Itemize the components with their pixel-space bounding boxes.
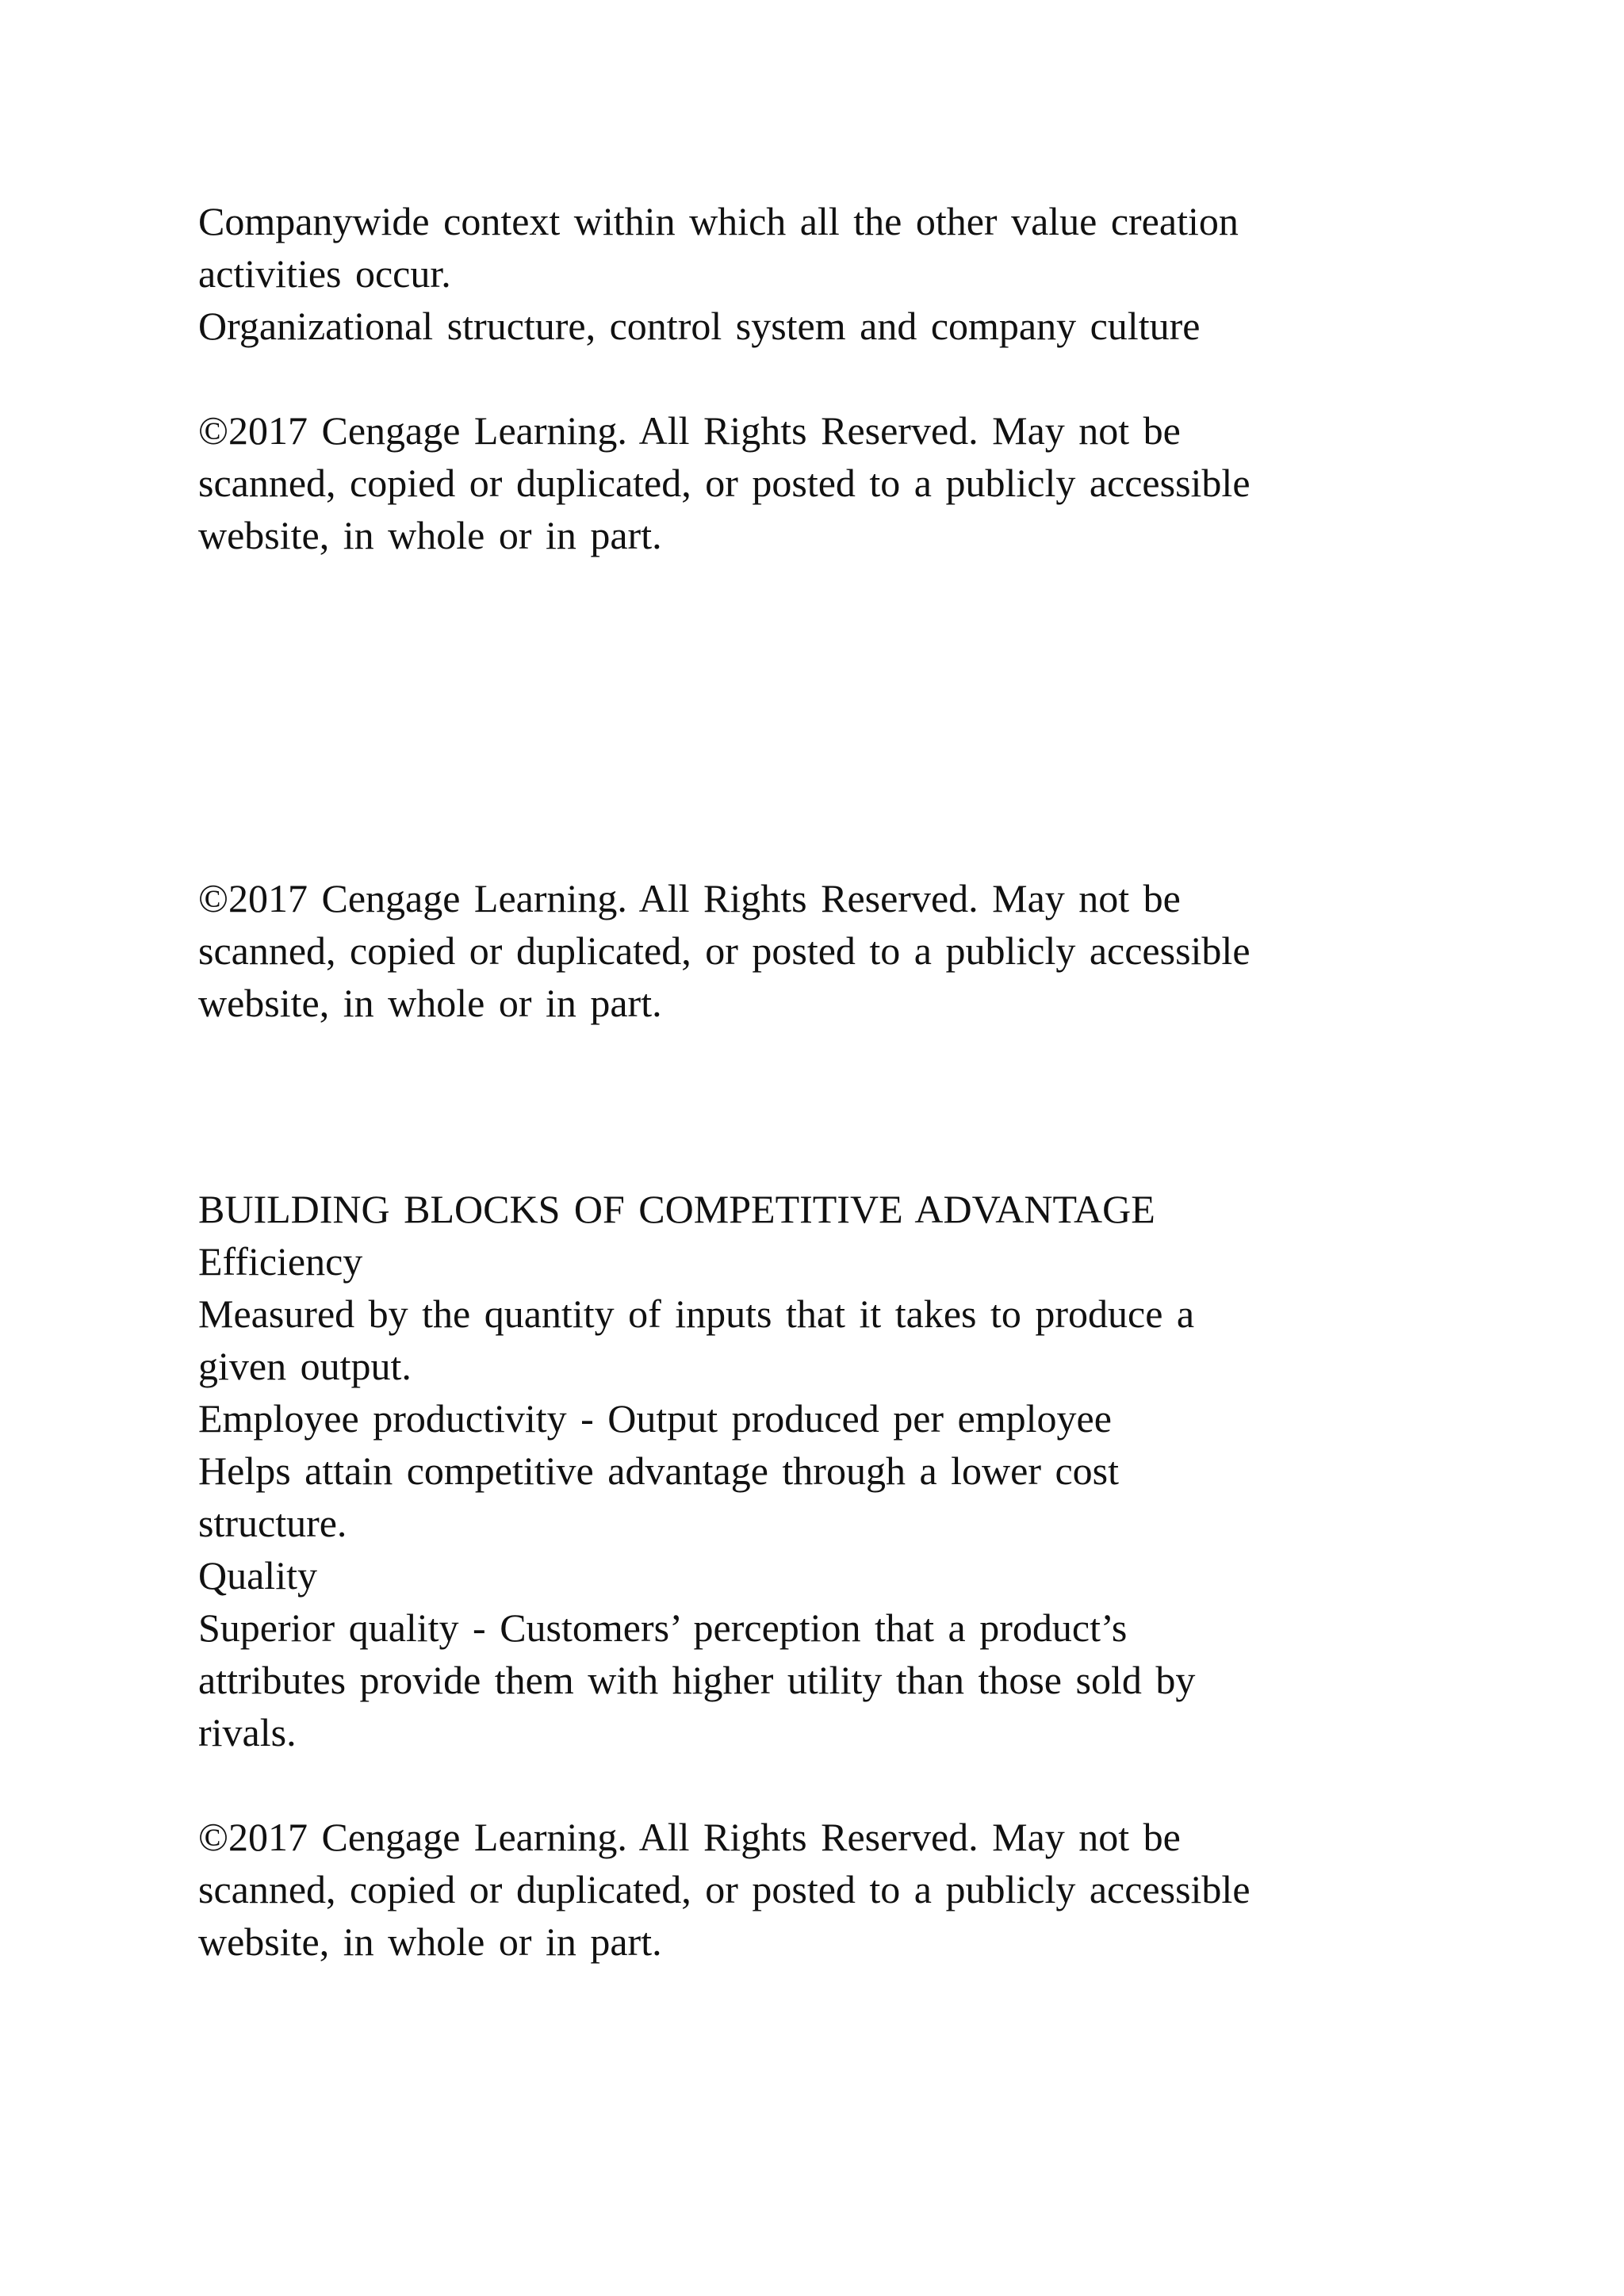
body-text-line: structure.	[198, 1501, 347, 1545]
copyright-notice-line: scanned, copied or duplicated, or posted to a publicly accessible	[198, 1867, 1251, 1911]
body-text-line: activities occur.	[198, 251, 451, 296]
section-heading: BUILDING BLOCKS OF COMPETITIVE ADVANTAGE	[198, 1187, 1155, 1231]
body-text-line: Employee productivity - Output produced per employee	[198, 1396, 1112, 1441]
copyright-notice-line: website, in whole or in part.	[198, 981, 662, 1025]
copyright-notice-line: website, in whole or in part.	[198, 1919, 662, 1964]
subheading-efficiency: Efficiency	[198, 1239, 363, 1284]
body-text-line: attributes provide them with higher utility than those sold by	[198, 1658, 1196, 1702]
copyright-notice-line: ©2017 Cengage Learning. All Rights Reserved. May not be	[198, 1815, 1181, 1859]
copyright-notice-line: scanned, copied or duplicated, or posted to a publicly accessible	[198, 461, 1251, 505]
body-text-line: Organizational structure, control system and company culture	[198, 304, 1201, 348]
copyright-notice-line: website, in whole or in part.	[198, 513, 662, 557]
body-text-line: Superior quality - Customers’ perception that a product’s	[198, 1605, 1128, 1650]
body-text-line: rivals.	[198, 1710, 297, 1755]
copyright-notice-line: ©2017 Cengage Learning. All Rights Reserved. May not be	[198, 408, 1181, 453]
copyright-notice-line: ©2017 Cengage Learning. All Rights Reserved. May not be	[198, 876, 1181, 920]
body-text-line: Helps attain competitive advantage through a lower cost	[198, 1448, 1120, 1493]
copyright-notice-line: scanned, copied or duplicated, or posted to a publicly accessible	[198, 928, 1251, 973]
body-text-line: given output.	[198, 1344, 412, 1388]
body-text-line: Companywide context within which all the other value creation	[198, 199, 1239, 243]
subheading-quality: Quality	[198, 1553, 317, 1598]
body-text-line: Measured by the quantity of inputs that it takes to produce a	[198, 1292, 1195, 1336]
